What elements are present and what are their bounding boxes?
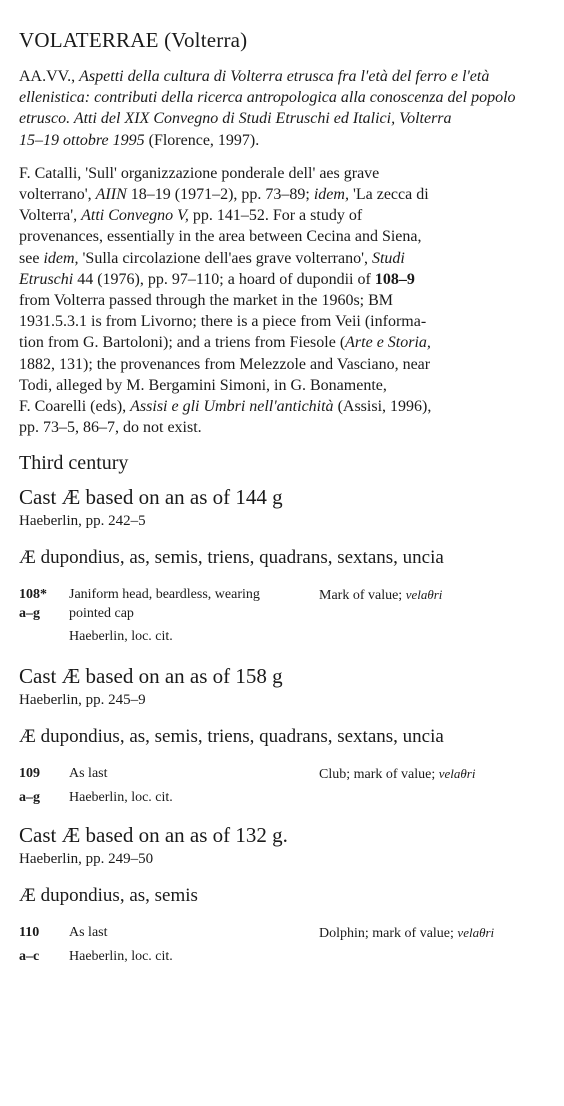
reverse-description <box>319 585 442 605</box>
entry-suffix: a–g <box>19 606 40 622</box>
bibliography-text: Aspetti della cultura di Volterra etrusca fra l'età del ferro e l'età <box>79 68 490 85</box>
notes-paragraph <box>19 163 554 439</box>
notes-text: idem, <box>313 186 349 204</box>
notes-line <box>19 248 554 269</box>
catalogue-entry <box>19 764 554 810</box>
entry-reference: Haeberlin, loc. cit. <box>69 790 173 806</box>
page-title: VOLATERRAE (Volterra) <box>19 28 248 52</box>
notes-text: see <box>19 249 44 267</box>
notes-text: 18–19 (1971–2), pp. 73–89; <box>126 186 314 204</box>
denominations: Æ dupondius, as, semis, triens, quadrans, sextans, uncia <box>19 726 444 748</box>
reverse-text: Mark of value; <box>319 588 406 604</box>
notes-text: 'Sulla circolazione dell'aes grave volterrano', <box>78 249 372 267</box>
notes-line: Todi, alleged by M. Bergamini Simoni, in G. Bonamente, <box>19 376 387 394</box>
reverse-text: Dolphin; mark of value; <box>319 926 458 942</box>
notes-line: 1882, 131); the provenances from Melezzole and Vasciano, near <box>19 355 431 373</box>
bibliography-text: (Florence, 1997). <box>144 131 260 149</box>
entry-reference: Haeberlin, loc. cit. <box>69 949 173 965</box>
notes-text: Arte e Storia, <box>345 334 431 352</box>
notes-text: idem, <box>43 249 79 267</box>
bibliography-line: ellenistica: contributi della ricerca antropologica alla conoscenza del popolo <box>19 89 516 107</box>
obverse-description: As last <box>69 766 108 782</box>
reverse-text: Club; mark of value; <box>319 767 439 783</box>
notes-line: pp. 73–5, 86–7, do not exist. <box>19 419 202 437</box>
notes-line <box>19 269 554 290</box>
notes-text: F. Coarelli (eds), <box>19 398 131 416</box>
group-heading: Cast Æ based on an as of 158 g <box>19 664 283 689</box>
catalogue-number-ref: 108–9 <box>374 270 415 288</box>
notes-line <box>19 332 554 353</box>
obverse-description: As last <box>69 925 108 941</box>
coin-group <box>19 663 554 810</box>
entry-number: 108* <box>19 587 47 603</box>
notes-text: AIIN <box>95 186 127 204</box>
group-heading: Cast Æ based on an as of 132 g. <box>19 823 288 848</box>
reverse-description <box>319 764 475 784</box>
bibliography-line <box>19 130 554 151</box>
notes-line <box>19 184 554 205</box>
bibliography-line: etrusco. Atti del XIX Convegno di Studi Etruschi ed Italici, Volterra <box>19 110 452 128</box>
notes-line: 1931.5.3.1 is from Livorno; there is a piece from Veii (informa- <box>19 313 427 331</box>
catalogue-entry <box>19 585 554 647</box>
bibliography-text: 15–19 ottobre 1995 <box>19 131 145 149</box>
notes-text: volterrano', <box>19 186 96 204</box>
notes-text: Etruschi <box>19 270 74 288</box>
coin-group <box>19 484 554 647</box>
group-reference: Haeberlin, pp. 245–9 <box>19 692 146 709</box>
notes-text: Assisi e gli Umbri nell'antichità <box>130 398 334 416</box>
legend-text: velaθri <box>457 925 495 941</box>
notes-text: Volterra', <box>19 207 82 225</box>
group-heading: Cast Æ based on an as of 144 g <box>19 485 283 510</box>
entry-number: 110 <box>19 925 40 941</box>
bibliography-line <box>19 66 554 87</box>
bibliography-text: AA.VV., <box>19 68 80 85</box>
bibliography-paragraph <box>19 66 554 151</box>
entry-reference: Haeberlin, loc. cit. <box>69 629 173 645</box>
notes-text: 44 (1976), pp. 97–110; a hoard of dupondii of <box>73 270 375 288</box>
legend-text: velaθri <box>405 587 443 603</box>
section-title: Third century <box>19 452 129 475</box>
notes-text: Atti Convegno V, <box>81 207 189 225</box>
notes-text: tion from G. Bartoloni); and a triens from Fiesole ( <box>19 334 346 352</box>
denominations: Æ dupondius, as, semis <box>19 885 198 907</box>
notes-line <box>19 205 554 226</box>
entry-number: 109 <box>19 766 40 782</box>
notes-line <box>19 396 554 417</box>
entry-suffix: a–g <box>19 790 40 806</box>
obverse-description: Janiform head, beardless, wearing <box>69 587 260 603</box>
notes-text: 'La zecca di <box>348 186 429 204</box>
notes-text: pp. 141–52. For a study of <box>188 207 363 225</box>
entry-suffix: a–c <box>19 949 40 965</box>
reverse-description <box>319 923 494 943</box>
coin-group <box>19 822 554 969</box>
denominations: Æ dupondius, as, semis, triens, quadrans, sextans, uncia <box>19 547 444 569</box>
notes-text: (Assisi, 1996), <box>333 398 432 416</box>
notes-line: provenances, essentially in the area between Cecina and Siena, <box>19 228 422 246</box>
obverse-description: pointed cap <box>69 606 134 622</box>
notes-text: Studi <box>371 249 405 267</box>
group-reference: Haeberlin, pp. 242–5 <box>19 513 146 530</box>
notes-line: F. Catalli, 'Sull' organizzazione ponderale dell' aes grave <box>19 164 380 182</box>
group-reference: Haeberlin, pp. 249–50 <box>19 851 154 868</box>
catalogue-page <box>19 26 554 969</box>
legend-text: velaθri <box>438 766 476 782</box>
catalogue-entry <box>19 923 554 969</box>
notes-line: from Volterra passed through the market in the 1960s; BM <box>19 292 394 310</box>
